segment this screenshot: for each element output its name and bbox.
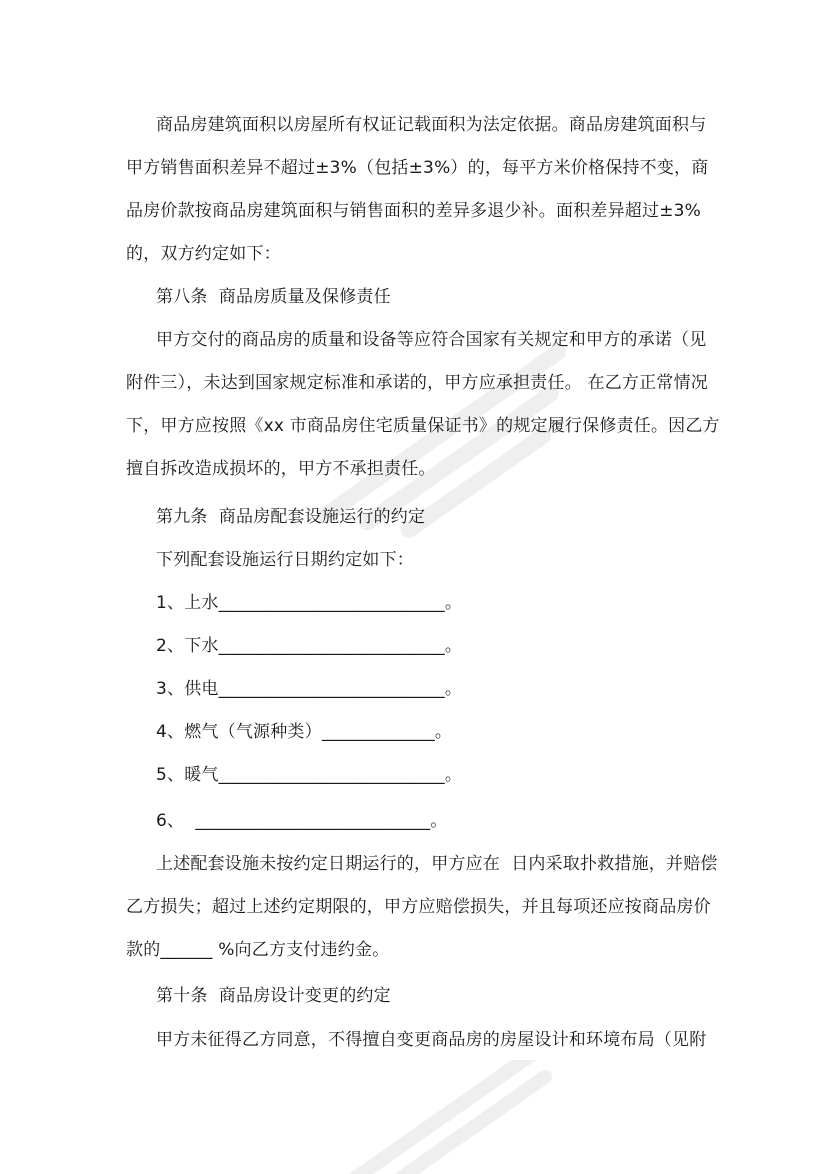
paragraph-line: 甲方未征得乙方同意，不得擅自变更商品房的房屋设计和环境布局（见附 [156,1030,707,1050]
section-heading: 第九条 商品房配套设施运行的约定 [156,507,426,527]
section-heading: 第十条 商品房设计变更的约定 [156,986,391,1006]
paragraph-line: 款的______ %向乙方支付违约金。 [126,940,390,960]
list-item: 6、 ___________________________。 [156,811,448,831]
list-item: 5、暖气__________________________。 [156,765,463,785]
watermark-logo-bottom [250,1060,670,1174]
paragraph-line: 下，甲方应按照《xx 市商品房住宅质量保证书》的规定履行保修责任。因乙方 [126,416,720,436]
list-item: 1、上水__________________________。 [156,593,463,613]
paragraph-line: 乙方损失；超过上述约定期限的，甲方应赔偿损失，并且每项还应按商品房价 [126,897,711,917]
paragraph-line: 的，双方约定如下： [126,244,281,264]
paragraph-line: 甲方销售面积差异不超过±3%（包括±3%）的，每平方米价格保持不变，商 [126,158,709,178]
section-heading: 第八条 商品房质量及保修责任 [156,287,391,307]
list-item: 3、供电__________________________。 [156,679,463,699]
paragraph-line: 上述配套设施未按约定日期运行的，甲方应在 日内采取扑救措施，并赔偿 [156,854,718,874]
list-item: 4、燃气（气源种类）_____________。 [156,722,453,742]
list-item: 2、下水__________________________。 [156,636,463,656]
paragraph-line: 商品房建筑面积以房屋所有权证记载面积为法定依据。商品房建筑面积与 [156,115,707,135]
paragraph-line: 附件三），未达到国家规定标准和承诺的，甲方应承担责任。 在乙方正常情况 [126,373,708,393]
paragraph-line: 品房价款按商品房建筑面积与销售面积的差异多退少补。面积差异超过±3% [126,201,702,221]
paragraph-line: 甲方交付的商品房的质量和设备等应符合国家有关规定和甲方的承诺（见 [156,330,707,350]
paragraph-line: 擅自拆改造成损坏的，甲方不承担责任。 [126,459,436,479]
paragraph-line: 下列配套设施运行日期约定如下： [156,550,414,570]
